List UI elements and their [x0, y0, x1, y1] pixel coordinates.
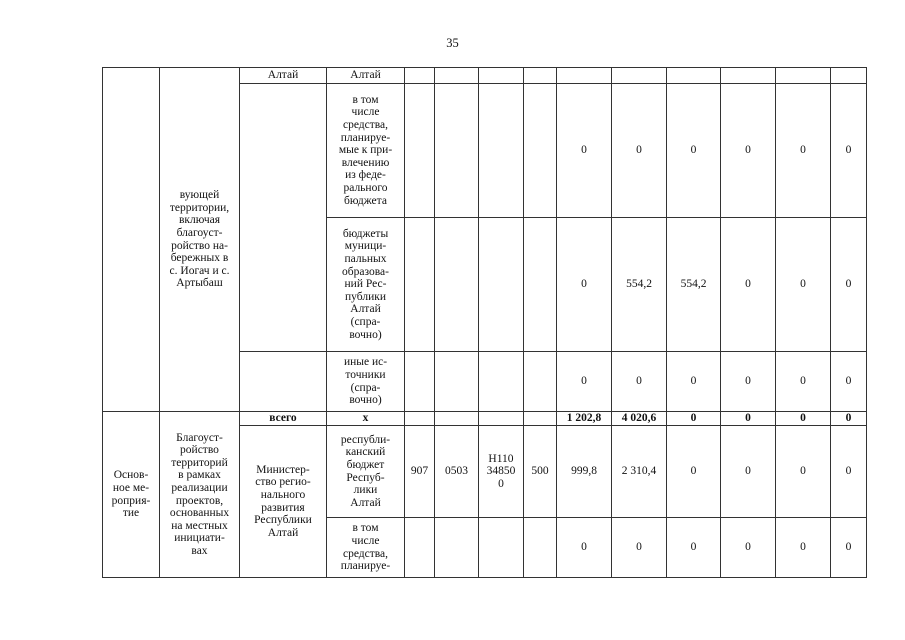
value-cell: 0 [831, 518, 867, 578]
value-cell: 0 [721, 352, 776, 412]
value-cell: 0 [831, 412, 867, 426]
table-row-total [103, 412, 867, 426]
source-cell: Алтай [327, 68, 405, 84]
value-cell: 0 [667, 518, 721, 578]
value-cell: 0 [667, 412, 721, 426]
budget-table [102, 67, 867, 578]
value-cell: 0 [667, 352, 721, 412]
value-cell: 0 [721, 218, 776, 352]
value-cell: 0 [776, 412, 831, 426]
code-cell: х [327, 412, 405, 426]
value-cell: 0 [776, 352, 831, 412]
value-cell: 0 [776, 518, 831, 578]
value-cell: 0 [776, 426, 831, 518]
event-name-cell: вующей территории, включая благоуст- ройство на- бережных в с. Иогач и с. Артыбаш [160, 68, 240, 412]
executor-cell-empty [240, 84, 327, 352]
value-cell: 0 [667, 426, 721, 518]
value-cell: 2 310,4 [612, 426, 667, 518]
value-cell: 0 [831, 352, 867, 412]
executor-cell: Министер- ство регио- нального развития Республики Алтай [240, 426, 327, 578]
value-cell: 0 [721, 426, 776, 518]
csr-cell: Н110 34850 0 [479, 426, 524, 518]
value-cell: 0 [612, 84, 667, 218]
page-number: 35 [446, 36, 459, 50]
value-cell: 554,2 [667, 218, 721, 352]
value-cell: 0 [557, 84, 612, 218]
grbs-cell: 907 [405, 426, 435, 518]
value-cell: 0 [557, 218, 612, 352]
value-cell: 0 [831, 426, 867, 518]
value-cell: 0 [557, 352, 612, 412]
source-cell: в том числе средства, планируе- [327, 518, 405, 578]
value-cell: 0 [776, 84, 831, 218]
source-cell: в том числе средства, планируе- мые к при- влечению из феде- рального бюджета [327, 84, 405, 218]
vr-cell: 500 [524, 426, 557, 518]
value-cell: 4 020,6 [612, 412, 667, 426]
value-cell: 0 [721, 412, 776, 426]
value-cell: 554,2 [612, 218, 667, 352]
rzpr-cell: 0503 [435, 426, 479, 518]
table-row [103, 68, 867, 84]
value-cell: 0 [612, 352, 667, 412]
type-cell: Основ- ное ме- роприя- тие [103, 412, 160, 578]
executor-cell: Алтай [240, 68, 327, 84]
source-cell: бюджеты муници- пальных образова- ний Рес- публики Алтай (спра- вочно) [327, 218, 405, 352]
source-cell: республи- канский бюджет Респуб- лики Алтай [327, 426, 405, 518]
value-cell: 0 [776, 218, 831, 352]
value-cell: 0 [721, 84, 776, 218]
executor-cell-empty [240, 352, 327, 412]
value-cell: 0 [612, 518, 667, 578]
value-cell: 0 [667, 84, 721, 218]
value-cell: 0 [557, 518, 612, 578]
value-cell: 0 [831, 84, 867, 218]
value-cell: 1 202,8 [557, 412, 612, 426]
type-cell-empty [103, 68, 160, 412]
event-name-cell: Благоуст- ройство территорий в рамках реализации проектов, основанных на местных инициати- вах [160, 412, 240, 578]
source-cell: иные ис- точники (спра- вочно) [327, 352, 405, 412]
total-label-cell: всего [240, 412, 327, 426]
value-cell: 999,8 [557, 426, 612, 518]
value-cell: 0 [831, 218, 867, 352]
value-cell: 0 [721, 518, 776, 578]
